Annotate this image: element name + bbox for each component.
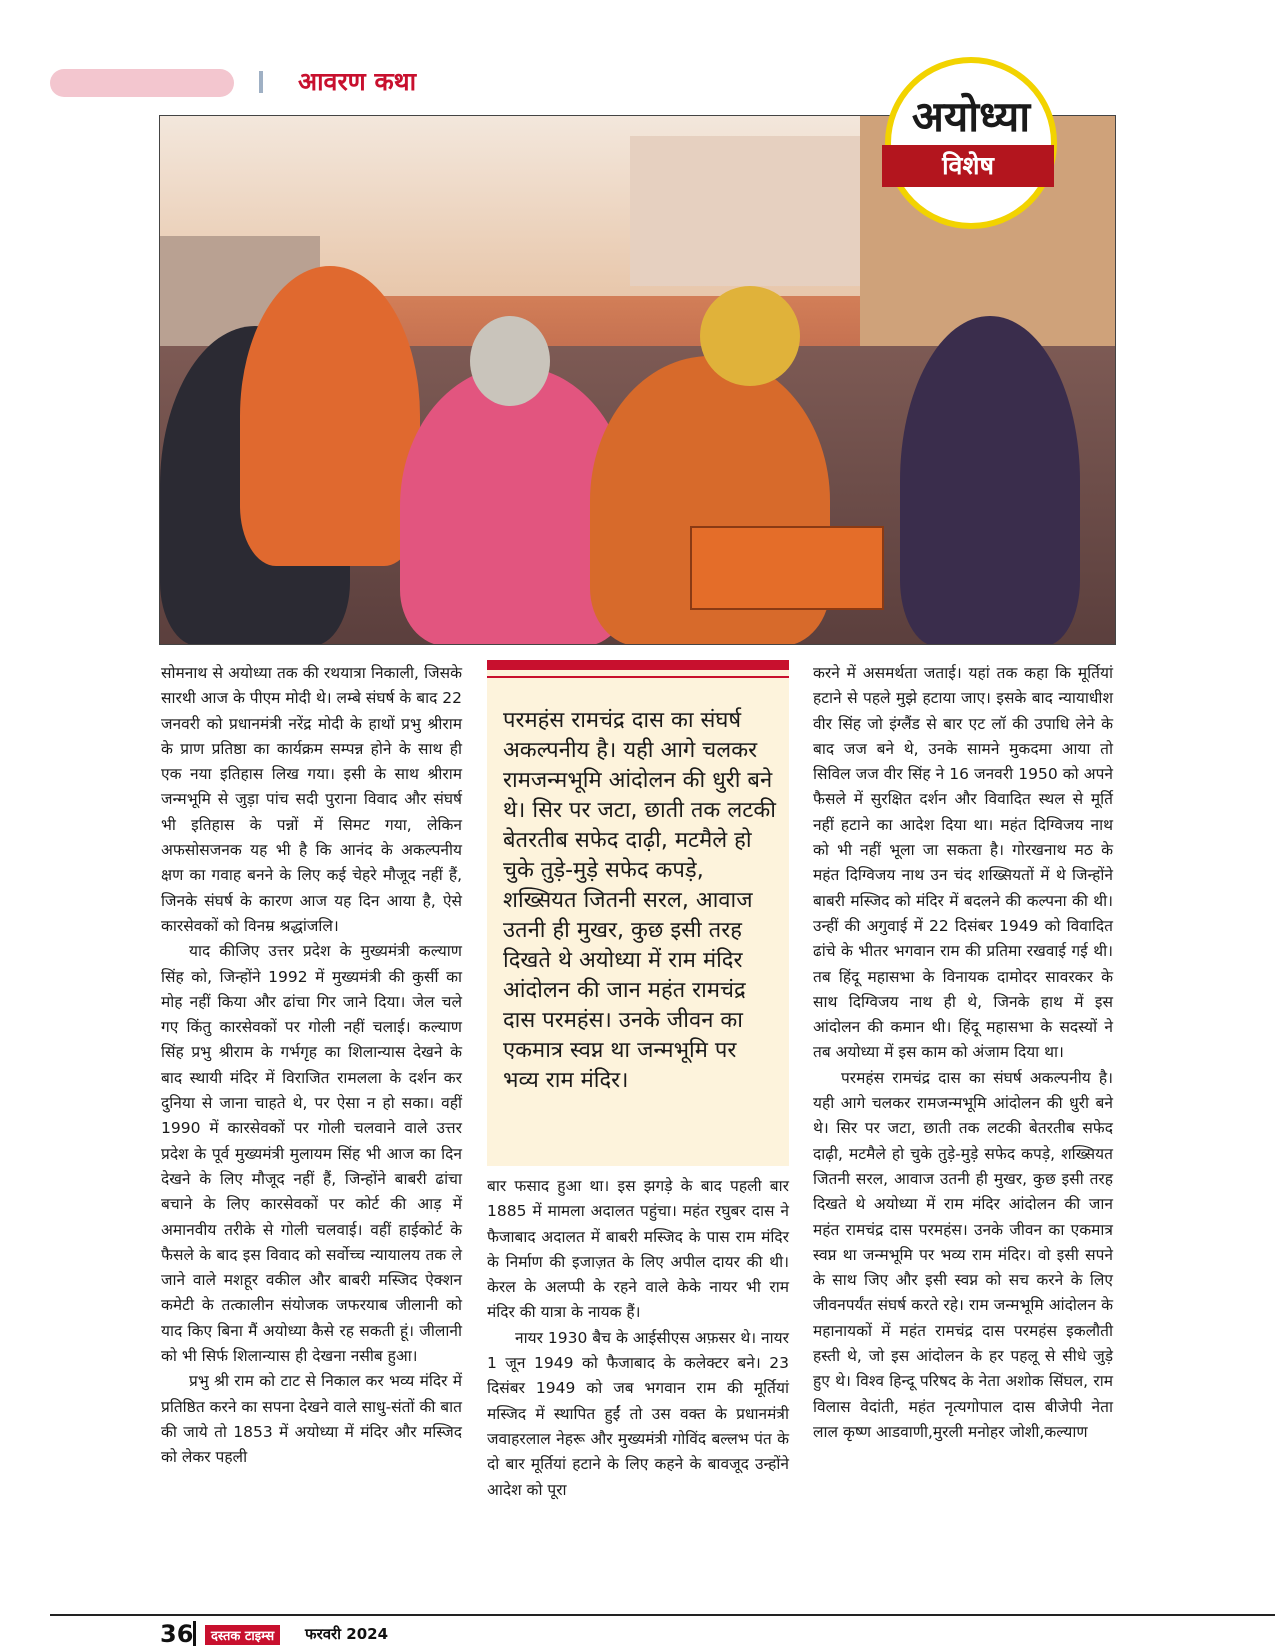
magazine-logo: दस्तक टाइम्स [205, 1625, 280, 1645]
pull-quote-rule [487, 676, 789, 678]
footer-separator [193, 1621, 196, 1646]
paragraph: परमहंस रामचंद्र दास का संघर्ष अकल्पनीय है। यही आगे चलकर रामजन्मभूमि आंदोलन की धुरी बने थे। सिर पर जटा, छाती तक लटकी बेतरतीब सफेद दाढ़ी, मटमैले हो चुके तुड़े-मुड़े सफेद कपड़े, शख्सियत जितनी सरल, आवाज उतनी ही मुखर, कुछ इसी तरह दिखते थे अयोध्या में राम मंदिर आंदोलन की जान महंत रामचंद्र दास परमहंस। उनके जीवन का एकमात्र स्वप्न था जन्मभूमि पर भव्य राम मंदिर। वो इसी सपने के साथ जिए और इसी स्वप्न को सच करने के लिए जीवनपर्यंत संघर्ष करते रहे। राम जन्मभूमि आंदोलन के महानायकों में महंत रामचंद्र दास परमहंस इकलौती हस्ती थे, जो इस आंदोलन के हर पहलू से सीधे जुड़े हुए थे। विश्व हिन्दू परिषद के नेता अशोक सिंघल, राम विलास वेदांती, महंत नृत्यगोपाल दास बीजेपी नेता लाल कृष्ण आडवाणी,मुरली मनोहर जोशी,कल्याण [813, 1068, 1113, 1441]
page-number: 36 [160, 1620, 194, 1648]
paragraph: सोमनाथ से अयोध्या तक की रथयात्रा निकाली, जिसके सारथी आज के पीएम मोदी थे। लम्बे संघर्ष के बाद 22 जनवरी को प्रधानमंत्री नरेंद्र मोदी के हाथों प्रभु श्रीराम के प्राण प्रतिष्ठा का कार्यक्रम सम्पन्न होने के साथ ही एक नया इतिहास लिख गया। इसी के साथ श्रीराम जन्मभूमि से जुड़ा पांच सदी पुराना विवाद और संघर्ष भी इतिहास के पन्नों में सिमट गया, लेकिन अफसोसजनक यह भी है कि आनंद के अकल्पनीय क्षण का गवाह बनने के लिए कई चेहरे मौजूद नहीं हैं, जिनके संघर्ष के कारण आज यह दिन आया है, ऐसे कारसेवकों को विनम्र श्रद्धांजलि। [161, 664, 462, 935]
photo-figure [900, 316, 1080, 645]
article-column-3 [813, 661, 1113, 1445]
photo-figure-head [700, 286, 800, 386]
header-separator [259, 71, 263, 93]
photo-sign [690, 526, 884, 610]
pull-quote-text: परमहंस रामचंद्र दास का संघर्ष अकल्पनीय है। यही आगे चलकर रामजन्मभूमि आंदोलन की धुरी बने थे। सिर पर जटा, छाती तक लटकी बेतरतीब सफेद दाढ़ी, मटमैले हो चुके तुड़े-मुड़े सफेद कपड़े, शख्सियत जितनी सरल, आवाज उतनी ही मुखर, कुछ इसी तरह दिखते थे अयोध्या में राम मंदिर आंदोलन की जान महंत रामचंद्र दास परमहंस। उनके जीवन का एकमात्र स्वप्न था जन्मभूमि पर भव्य राम मंदिर। [503, 708, 776, 1093]
ayodhya-badge [885, 57, 1057, 229]
photo-building [630, 136, 860, 286]
paragraph: बार फसाद हुआ था। इस झगड़े के बाद पहली बार 1885 में मामला अदालत पहुंचा। महंत रघुबर दास ने फैजाबाद अदालत में बाबरी मस्जिद के पास राम मंदिर के निर्माण की इजाज़त के लिए अपील दायर की थी। केरल के अलप्पी के रहने वाले केके नायर भी राम मंदिर की यात्रा के नायक हैं। [487, 1177, 789, 1322]
article-column-1 [161, 661, 462, 1471]
photo-figure [240, 266, 420, 566]
paragraph: करने में असमर्थता जताई। यहां तक कहा कि मूर्तियां हटाने से पहले मुझे हटाया जाए। इसके बाद न्यायाधीश वीर सिंह जो इंग्लैंड से बार एट लॉ की उपाधि लेने के बाद जज बने थे, उनके सामने मुकदमा आया तो सिविल जज वीर सिंह ने 16 जनवरी 1950 को अपने फैसले में सुरक्षित दर्शन और विवादित स्थल से मूर्ति नहीं हटाने का आदेश दिया था। महंत दिग्विजय नाथ को भी नहीं भूला जा सकता है। गोरखनाथ मठ के महंत दिग्विजय नाथ उन चंद शख्सियतों में थे जिन्होंने बाबरी मस्जिद को मंदिर में बदलने की कल्पना की थी। उन्हीं की अगुवाई में 22 दिसंबर 1949 को विवादित ढांचे के भीतर भगवान राम की प्रतिमा रखवाई गई थी। तब हिंदू महासभा के विनायक दामोदर सावरकर के साथ दिग्विजय नाथ ही थे, जिनके हाथ में इस आंदोलन की कमान थी। हिंदू महासभा के सदस्यों ने तब अयोध्या में इस काम को अंजाम दिया था। [813, 664, 1113, 1062]
issue-date: फरवरी 2024 [305, 1625, 389, 1643]
paragraph: प्रभु श्री राम को टाट से निकाल कर भव्य मंदिर में प्रतिष्ठित करने का सपना देखने वाले साधु-संतों की बात की जाये तो 1853 में अयोध्या में मंदिर और मस्जिद को लेकर पहली [161, 1372, 462, 1467]
photo-figure-head [470, 316, 550, 406]
footer-rule [50, 1614, 1275, 1616]
section-label: आवरण कथा [298, 67, 417, 96]
paragraph: नायर 1930 बैच के आईसीएस अफ़सर थे। नायर 1 जून 1949 को फैजाबाद के कलेक्टर बने। 23 दिसंबर 1949 को जब भगवान राम की मूर्तियां मस्जिद में स्थापित हुईं तो उस वक्त के प्रधानमंत्री जवाहरलाल नेहरू और मुख्यमंत्री गोविंद बल्लभ पंत के दो बार मूर्तियां हटाने के लिए कहने के बावजूद उन्होंने आदेश को पूरा [487, 1328, 789, 1499]
pull-quote-box [487, 660, 789, 1166]
badge-title: अयोध्या [911, 92, 1031, 141]
header-decoration-pill [50, 69, 234, 97]
paragraph: याद कीजिए उत्तर प्रदेश के मुख्यमंत्री कल्याण सिंह को, जिन्होंने 1992 में मुख्यमंत्री की कुर्सी का मोह नहीं किया और ढांचा गिर जाने दिया। जेल चले गए किंतु कारसेवकों पर गोली नहीं चलाई। कल्याण सिंह प्रभु श्रीराम के गर्भगृह का शिलान्यास देखने के बाद स्थायी मंदिर में विराजित रामलला के दर्शन कर दुनिया से जाना चाहते थे, पर ऐसा न हो सका। वहीं 1990 में कारसेवकों पर गोली चलवाने वाले उत्तर प्रदेश के पूर्व मुख्यमंत्री मुलायम सिंह भी आज का दिन देखने के लिए मौजूद नहीं हैं, जिन्होंने बाबरी ढांचा बचाने के लिए कारसेवकों पर कोर्ट की आड़ में अमानवीय तरीके से गोली चलवाई। वहीं हाईकोर्ट के फैसले के बाद इस विवाद को सर्वोच्च न्यायालय तक ले जाने वाले मशहूर वकील और बाबरी मस्जिद ऐक्शन कमेटी के तत्कालीन संयोजक जफरयाब जीलानी को याद किए बिना मैं अयोध्या कैसे रह सकती हूं। जीलानी को भी सिर्फ शिलान्यास ही देखना नसीब हुआ। [161, 942, 462, 1366]
badge-ribbon: विशेष [882, 145, 1054, 187]
article-column-2 [487, 1174, 789, 1503]
